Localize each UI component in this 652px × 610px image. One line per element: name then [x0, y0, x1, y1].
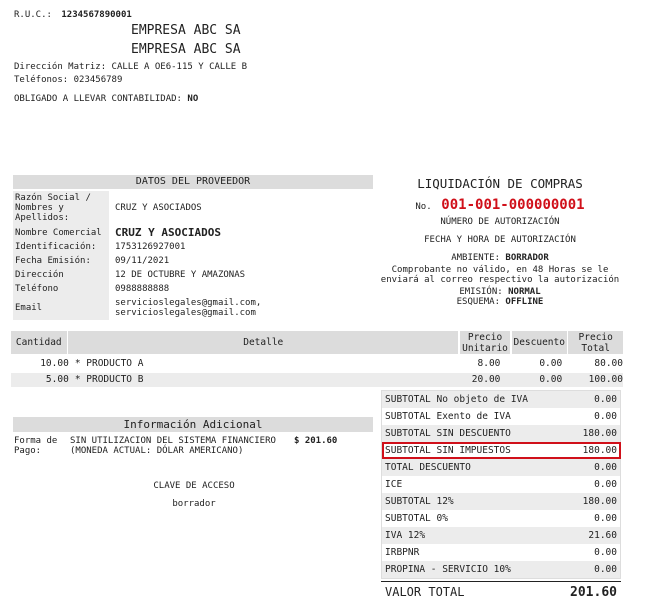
totals-label: SUBTOTAL Exento de IVA: [385, 411, 511, 422]
col-unitario: Precio Unitario: [462, 331, 508, 354]
ambiente-value: BORRADOR: [505, 253, 549, 263]
emision-line: [380, 287, 620, 297]
cell-detalle: * PRODUCTO A: [74, 358, 144, 369]
provider-label: Fecha Emisión:: [13, 254, 109, 268]
company-name-2: EMPRESA ABC SA: [131, 42, 241, 57]
provider-label: Razón Social / Nombres y Apellidos:: [13, 191, 109, 225]
col-total: Precio Total: [578, 331, 613, 354]
totals-label: SUBTOTAL 0%: [385, 513, 448, 524]
ruc-label: R.U.C.:: [14, 10, 52, 20]
ambiente-label: AMBIENTE:: [451, 253, 500, 263]
forma-label: Forma de Pago:: [14, 436, 58, 456]
col-descuento: Descuento: [513, 337, 565, 348]
liquidacion-number: 001-001-000000001: [441, 197, 585, 213]
totals-row: [382, 510, 621, 527]
totals-value: 180.00: [582, 428, 617, 439]
totals-label: SUBTOTAL No objeto de IVA: [385, 394, 528, 405]
provider-value: 12 DE OCTUBRE Y AMAZONAS: [115, 270, 246, 280]
liquidacion-title: LIQUIDACIÓN DE COMPRAS: [417, 176, 583, 191]
ambiente-line: [380, 253, 620, 263]
number-label: No.: [415, 202, 432, 212]
provider-label: Nombre Comercial: [13, 225, 109, 240]
table-row: [11, 373, 623, 387]
cell-unitario: 8.00: [477, 358, 501, 369]
totals-label: TOTAL DESCUENTO: [385, 462, 471, 473]
obligado-label: OBLIGADO A LLEVAR CONTABILIDAD:: [14, 94, 182, 104]
company-name-1: EMPRESA ABC SA: [131, 23, 241, 38]
col-detalle: Detalle: [243, 337, 284, 348]
totals-row: [382, 527, 621, 544]
totals-value: 180.00: [582, 496, 617, 507]
notice-text: Comprobante no válido, en 48 Horas se le enviará al correo respectivo la autorización: [380, 265, 620, 285]
liquidacion-box: [380, 170, 620, 307]
totals-value: 0.00: [594, 513, 617, 524]
totals-label: SUBTOTAL SIN IMPUESTOS: [385, 445, 511, 456]
additional-header: Información Adicional: [13, 417, 373, 432]
cell-descuento: 0.00: [539, 374, 563, 385]
emision-value: NORMAL: [508, 287, 541, 297]
provider-value: 09/11/2021: [115, 256, 170, 266]
totals-row-highlight: [382, 442, 621, 459]
company-address: Dirección Matriz: CALLE A OE6-115 Y CALLE B: [14, 62, 247, 72]
auth-date-label: FECHA Y HORA DE AUTORIZACIÓN: [424, 235, 576, 245]
cell-descuento: 0.00: [539, 358, 563, 369]
col-cantidad: Cantidad: [15, 337, 62, 348]
totals-row: [382, 408, 621, 425]
provider-header: DATOS DEL PROVEEDOR: [13, 175, 373, 189]
clave-value: borrador: [172, 499, 216, 509]
provider-value: CRUZ Y ASOCIADOS: [115, 226, 221, 239]
totals-value: 0.00: [594, 479, 617, 490]
totals-label: SUBTOTAL 12%: [385, 496, 454, 507]
totals-label: SUBTOTAL SIN DESCUENTO: [385, 428, 511, 439]
esquema-value: OFFLINE: [505, 297, 544, 307]
totals-label: IVA 12%: [385, 530, 426, 541]
items-table: [11, 331, 623, 387]
totals-label: ICE: [385, 479, 403, 490]
emision-label: EMISIÓN:: [459, 287, 503, 297]
totals-label: PROPINA - SERVICIO 10%: [385, 564, 511, 575]
grand-total-value: 201.60: [570, 584, 617, 600]
ruc-line: [14, 10, 132, 20]
esquema-label: ESQUEMA:: [456, 297, 500, 307]
provider-value: servicioslegales@gmail.com, servicioslegales@gmail.com: [115, 298, 262, 318]
provider-label: Email: [13, 296, 109, 320]
forma-amount: $ 201.60: [294, 436, 338, 446]
cell-total: 100.00: [588, 374, 623, 385]
totals-value: 0.00: [594, 394, 617, 405]
grand-total-row: [381, 581, 621, 602]
cell-unitario: 20.00: [471, 374, 501, 385]
provider-value: 1753126927001: [115, 242, 186, 252]
totals-table: [381, 390, 621, 602]
totals-value: 21.60: [588, 530, 617, 541]
forma-value: SIN UTILIZACION DEL SISTEMA FINANCIERO (MONEDA ACTUAL: DÓLAR AMERICANO): [70, 436, 276, 456]
grand-total-label: VALOR TOTAL: [385, 585, 465, 599]
totals-value: 180.00: [582, 445, 617, 456]
cell-cantidad: 10.00: [40, 358, 69, 369]
provider-label: Dirección: [13, 268, 109, 282]
ruc-value: 1234567890001: [61, 10, 132, 20]
totals-row: [382, 544, 621, 561]
clave-label: CLAVE DE ACCESO: [153, 481, 235, 491]
auth-number-label: NÚMERO DE AUTORIZACIÓN: [440, 217, 560, 227]
totals-value: 0.00: [594, 411, 617, 422]
obligado-value: NO: [187, 94, 199, 104]
obligado-line: [14, 94, 198, 104]
totals-label: IRBPNR: [385, 547, 420, 558]
table-row: [11, 357, 623, 371]
items-header: [11, 331, 623, 354]
totals-row: [382, 476, 621, 493]
provider-value: 0988888888: [115, 284, 170, 294]
totals-row: [382, 391, 621, 409]
totals-value: 0.00: [594, 462, 617, 473]
forma-pago: [14, 436, 374, 456]
totals-row: [382, 459, 621, 476]
provider-label: Teléfono: [13, 282, 109, 296]
company-phones: Teléfonos: 023456789: [14, 75, 123, 85]
liquidacion-number-line: [380, 194, 620, 213]
esquema-line: [380, 297, 620, 307]
cell-detalle: * PRODUCTO B: [74, 374, 144, 385]
totals-row: [382, 561, 621, 579]
totals-value: 0.00: [594, 564, 617, 575]
provider-label: Identificación:: [13, 240, 109, 254]
totals-row: [382, 425, 621, 442]
totals-row: [382, 493, 621, 510]
cell-cantidad: 5.00: [45, 374, 69, 385]
cell-total: 80.00: [594, 358, 623, 369]
totals-value: 0.00: [594, 547, 617, 558]
provider-table: [13, 191, 373, 320]
provider-value: CRUZ Y ASOCIADOS: [115, 203, 202, 213]
